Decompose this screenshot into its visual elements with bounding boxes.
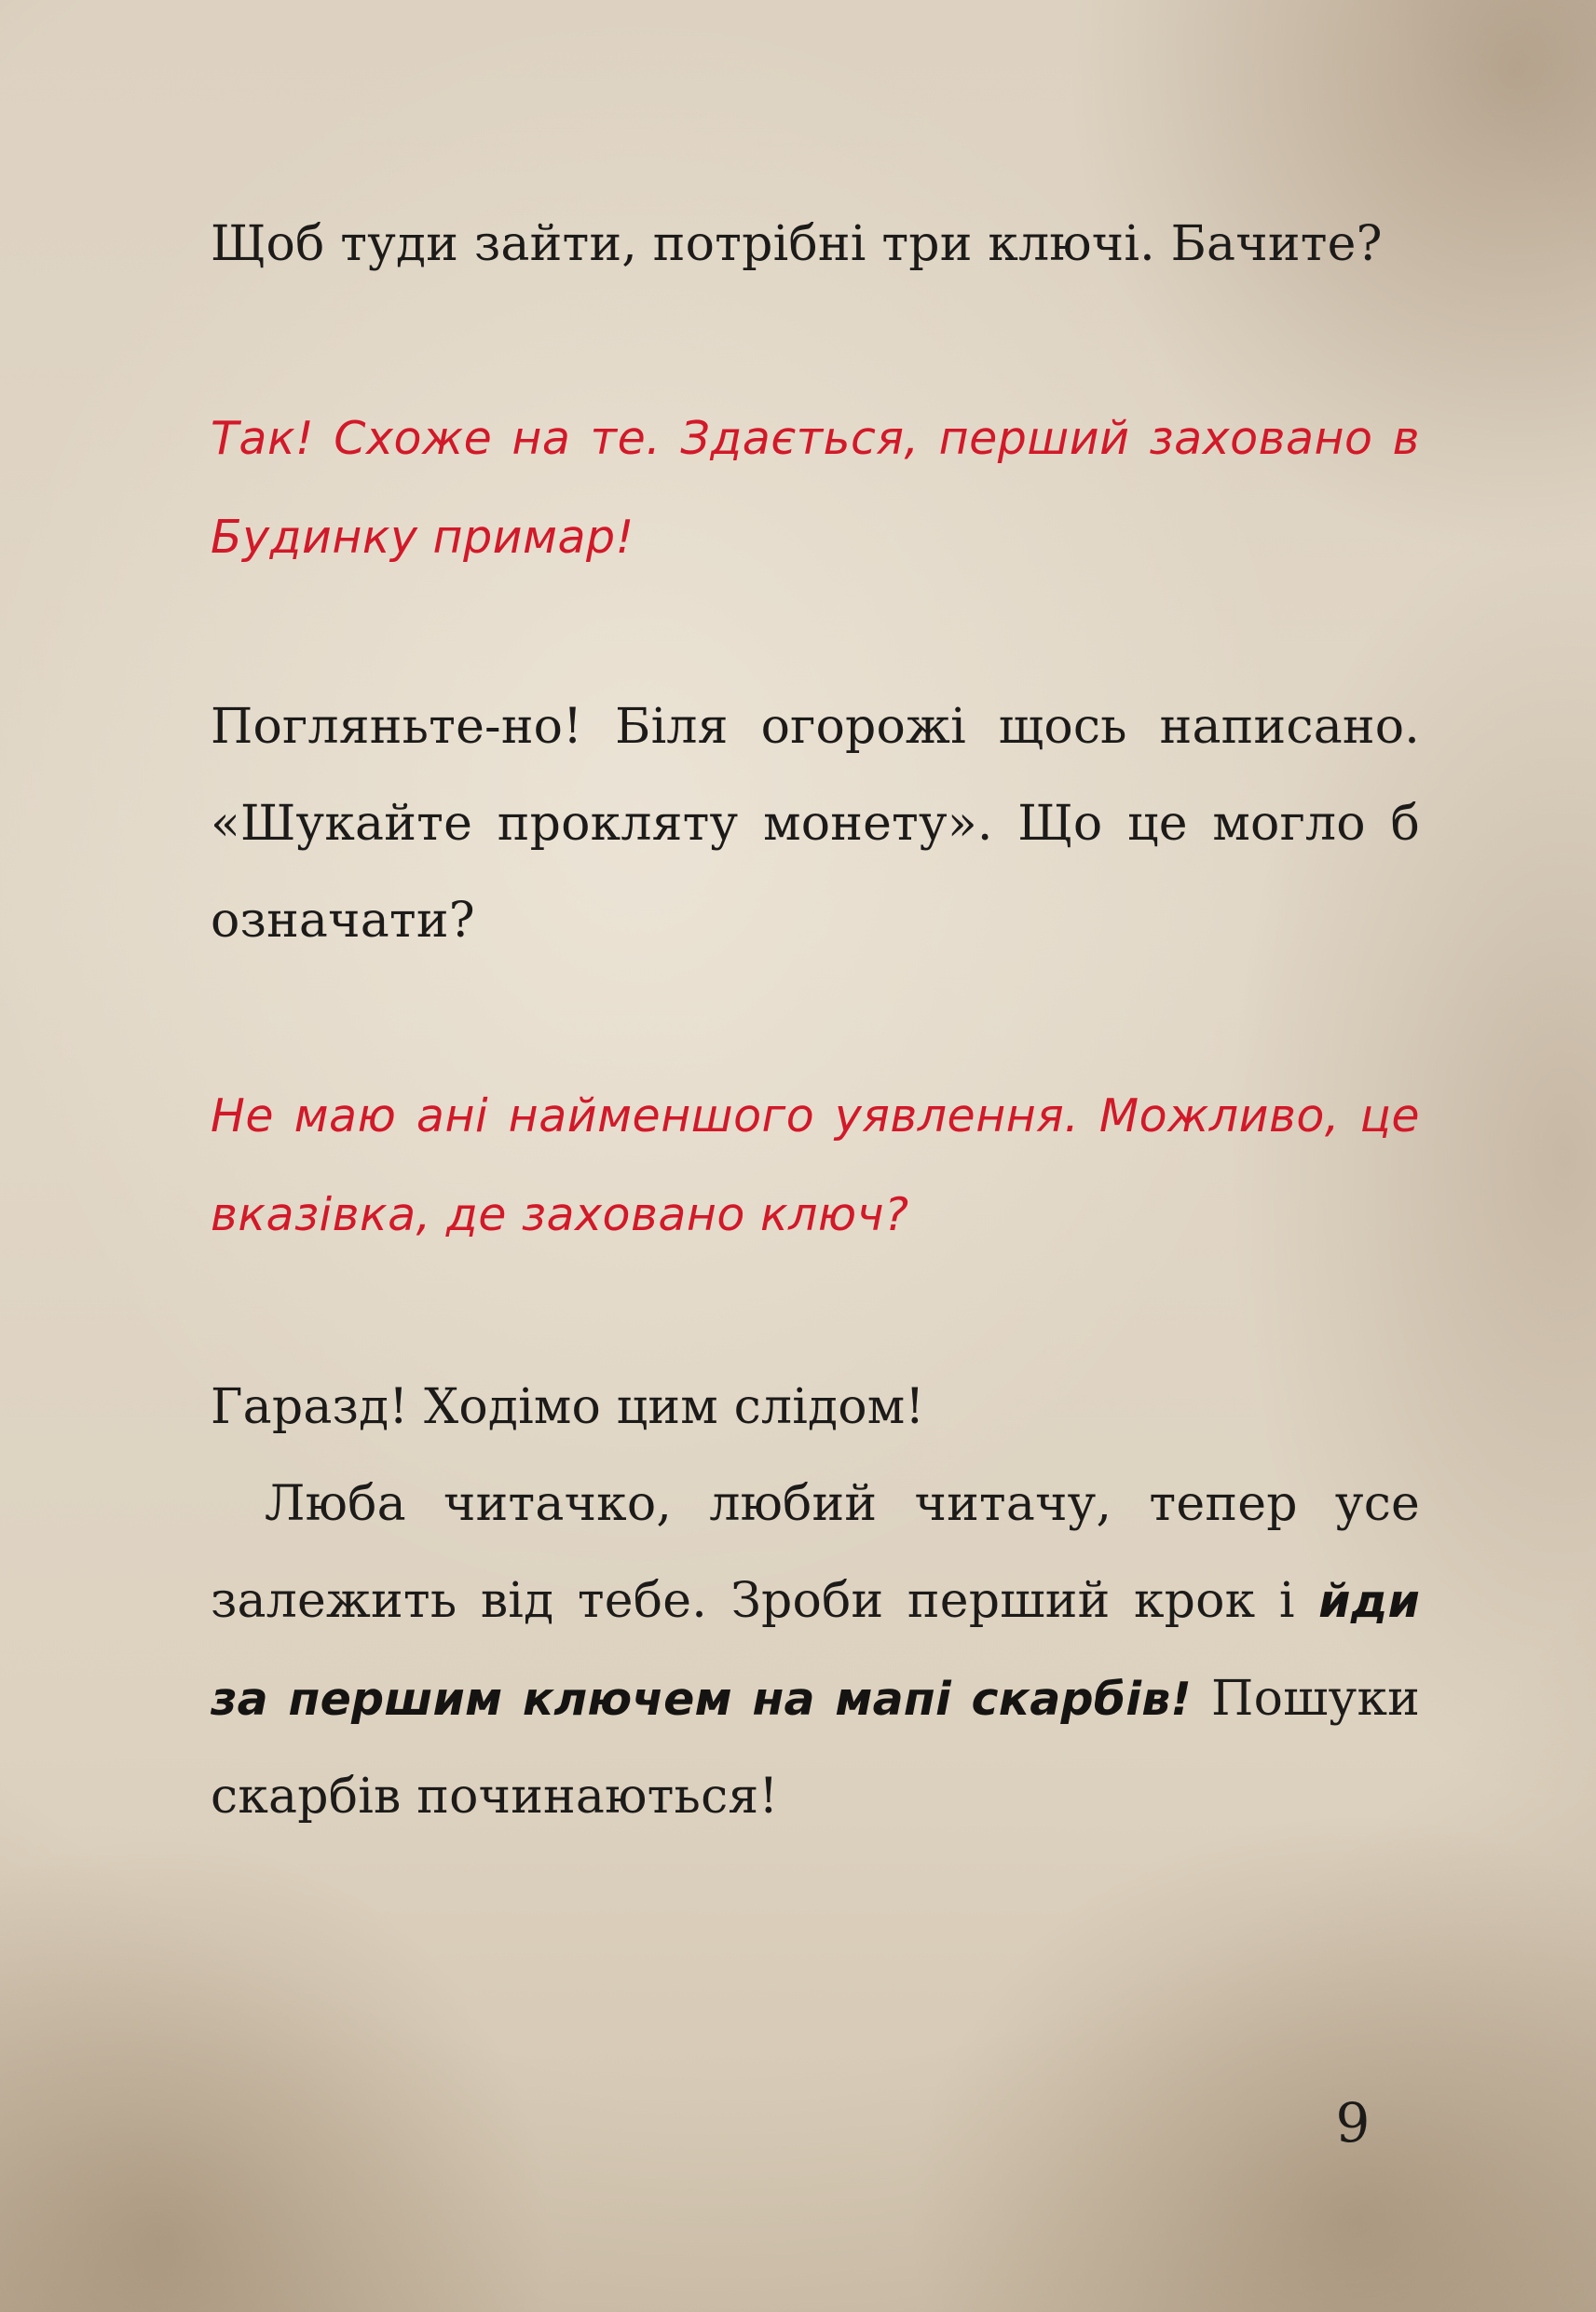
paragraph-follow-trail: Гаразд! Ходімо цим слідом! bbox=[211, 1379, 925, 1435]
treasure-map-instruction: йди за першим ключем на мапі скарбів! bbox=[211, 1575, 1420, 1726]
handwritten-reply-haunted-house: Так! Схоже на те. Здається, перший заховано в Будинку примар! bbox=[211, 412, 1420, 564]
handwritten-reply-clue: Не маю ані найменшого уявлення. Можливо, це вказівка, де заховано ключ? bbox=[211, 1089, 1420, 1241]
reader-address-text-end: Пошуки скарбів починаються! bbox=[211, 1671, 1420, 1825]
paragraph-fence-inscription: Погляньте-но! Біля огорожі щось написано. «Шукайте прокляту монету». Що це могло б означати? bbox=[211, 699, 1420, 949]
page-number: 9 bbox=[1335, 2091, 1371, 2155]
paragraph-reader-address bbox=[211, 1456, 1420, 1845]
reader-address-text-start: Люба читачко, любий читачу, тепер усе залежить від тебе. Зроби перший крок і bbox=[211, 1476, 1420, 1629]
paragraph-keys-needed: Щоб туди зайти, потрібні три ключі. Бачите? bbox=[211, 216, 1383, 272]
